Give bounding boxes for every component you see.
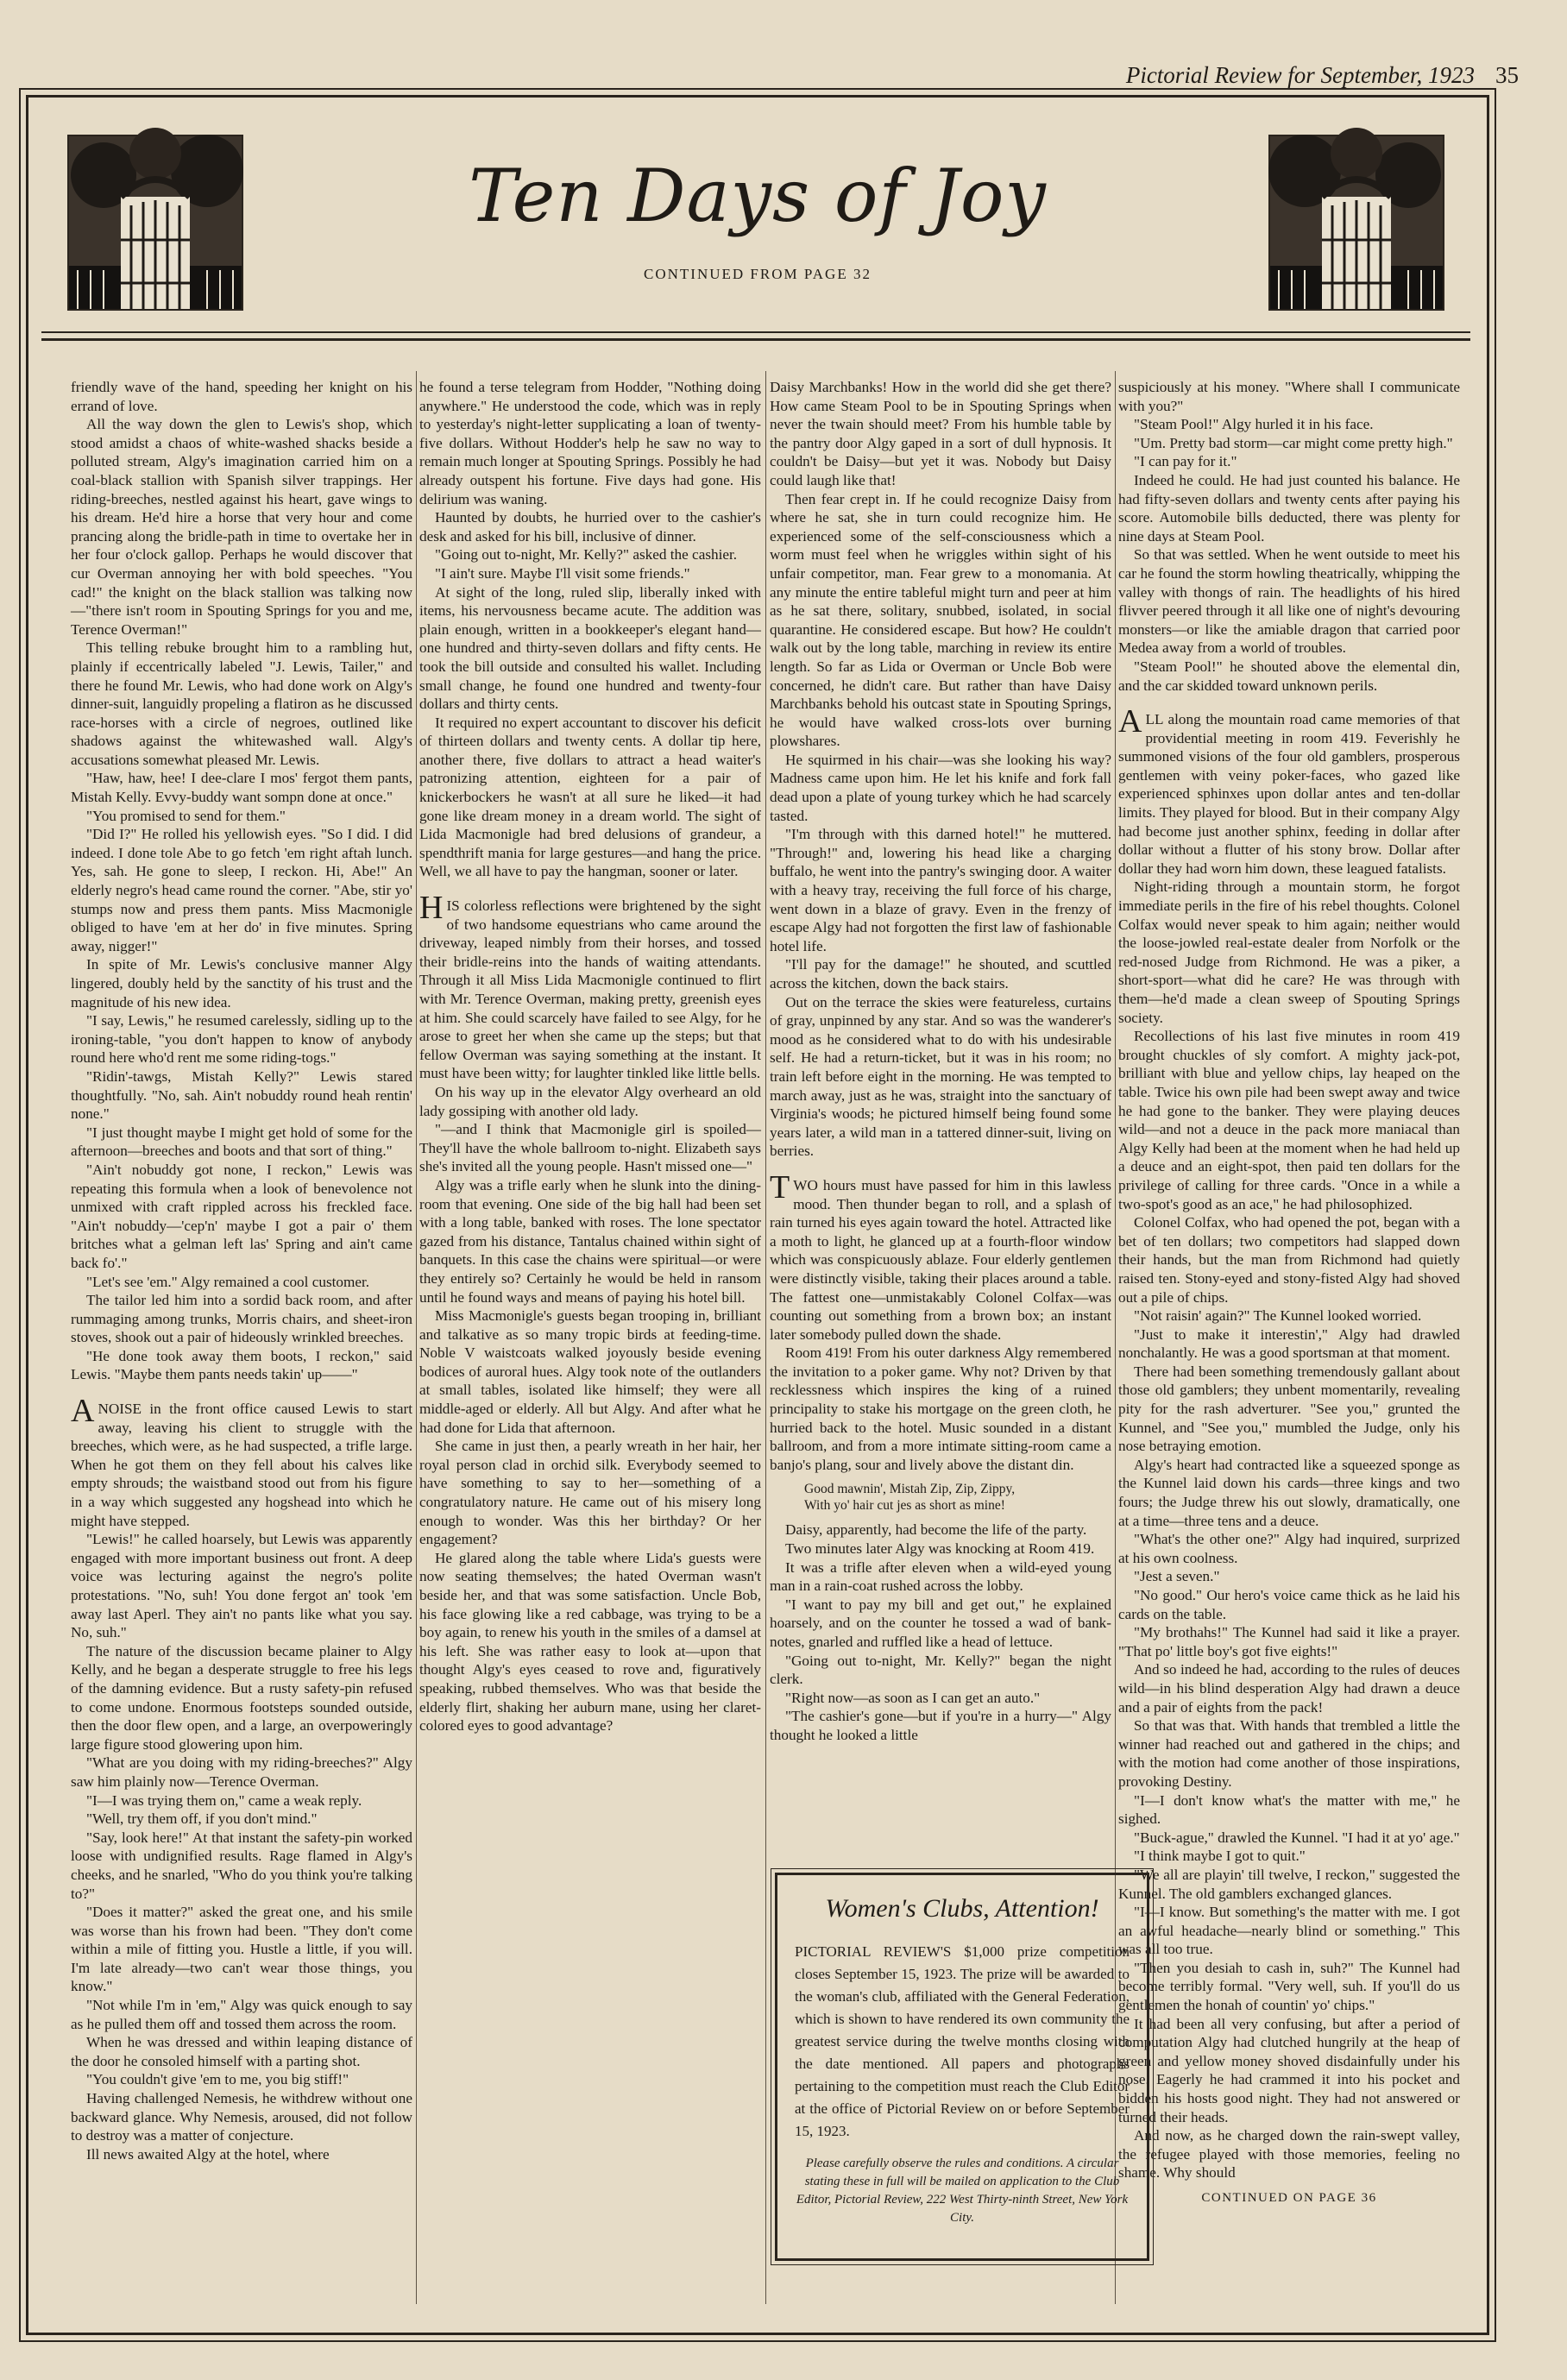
story-paragraph: He glared along the table where Lida's guests were now seating themselves; the hated Overman wasn't beside her, and that was some satisfaction. Uncle Bob, his face glowing like a red cabbage, was trying to be a boy again, to renew his youth in the smiles of a damsel at his left. She was rather easy to look at—upon that thought Algy's eyes ceased to rove and, figuratively speaking, rubbed themselves. Who was that beside the elderly flirt, shaking her auburn mane, using her claret-colored eyes to good advantage? (419, 1549, 761, 1735)
story-paragraph: She came in just then, a pearly wreath in her hair, her royal person clad in orchid silk. Everybody seemed to have something to say to her—something of a congratulatory nature. He came out of his misery long enough to wonder. Was this her birthday? Or her engagement? (419, 1438, 761, 1548)
story-paragraph: "Just to make it interestin'," Algy had drawled nonchalantly. He was a good sportsman at that moment. (1118, 1325, 1460, 1362)
story-paragraph: So that was that. With hands that trembled a little the winner had reached out and gathered in the chips; and with the motion had come another of those inspirations, provoking Destiny. (1118, 1717, 1460, 1790)
story-paragraph: "We all are playin' till twelve, I reckon," suggested the Kunnel. The old gamblers exchanged glances. (1118, 1866, 1460, 1902)
story-paragraph: "Does it matter?" asked the great one, and his smile was worse than his frown had been. "They don't come within a mile of fitting you. Hustle a little, if you will. I'm late already—two can't wear those things, you know." (71, 1904, 412, 1995)
story-paragraph: Daisy Marchbanks! How in the world did she get there? How came Steam Pool to be in Spouting Springs when never the twain should meet? From his humble table by the pantry door Algy gaped in a sort of dull hypnosis. It couldn't be Daisy—but yet it was. Nobody but Daisy could laugh like that! (770, 379, 1111, 488)
continued-from-label: CONTINUED FROM PAGE 32 (644, 266, 872, 282)
story-paragraph: "Lewis!" he called hoarsely, but Lewis was apparently engaged with more important business out front. A deep voice was lecturing against the negro's polite protestations. "No, suh! You done fergot an' took 'em away last Aperl. They ain't no pants like what you say. No, suh." (71, 1531, 412, 1641)
story-paragraph: "I just thought maybe I might get hold of some for the afternoon—breeches and boots and that sort of thing." (71, 1124, 412, 1160)
story-paragraph: Recollections of his last five minutes in room 419 brought chuckles of sly comfort. A mighty jack-pot, brilliant with blue and yellow chips, lay heaped on the table. Twice his own pile had been swept away and twice he had gone to the banker. They were playing deuces wild—and not a deuce in the pack more maniacal than Algy Kelly had been at the moment when he had held up a deuce and an eight-spot, then paid ten dollars for the privilege of calling for three cards. "Once in a while a two-spot's good as an ace," he had philosophized. (1118, 1028, 1460, 1212)
story-paragraph: And now, as he charged down the rain-swept valley, the refugee played with those memories, feeling no shame. Why should (1118, 2127, 1460, 2182)
story-paragraph: "Going out to-night, Mr. Kelly?" began the night clerk. (770, 1652, 1111, 1688)
story-paragraph: "Ain't nobuddy got none, I reckon," Lewis was repeating this formula when a look of benevolence not unmixed with craft rippled across his freckled face. "Ain't nobuddy—'cep'n' maybe I got a pair o' them britches what a gelman left las' Spring and ain't came back fo'." (71, 1161, 412, 1271)
story-paragraph: "Going out to-night, Mr. Kelly?" asked the cashier. (435, 546, 738, 564)
story-paragraph: "Let's see 'em." Algy remained a cool customer. (86, 1273, 370, 1290)
story-paragraph: Then fear crept in. If he could recognize Daisy from where he sat, she in turn could recognize him. He experienced some of the self-consciousness which a worm must feel when he wriggles within sight of his unfair competitor, man. Fear grew to a monomania. At any minute the entire tableful might turn and peer at him as he sat there, solitary, snubbed, isolated, in social quarantine. He considered escape. But how? He couldn't walk out by the long table, marching in review its entire length. So far as Lida or Overman or Uncle Bob were concerned, he didn't care. But rather than have Daisy Marchbanks behold his outcast state in Spouting Springs, he would have walked cross-lots over burning plowshares. (770, 490, 1111, 750)
text-column-1 (71, 378, 412, 2306)
story-paragraph: "What are you doing with my riding-breeches?" Algy saw him plainly now—Terence Overman. (71, 1754, 412, 1790)
story-paragraph: "Steam Pool!" he shouted above the elemental din, and the car skidded toward unknown perils. (1118, 658, 1460, 694)
story-paragraph: ALL along the mountain road came memories of that providential meeting in room 419. Feverishly he summoned visions of the four old gamblers, prosperous gentlemen with veiny poker-faces, who gazed like experienced sphinxes upon dollar antes and ten-dollar limits. They played for blood. But in their company Algy had become just another sphinx, feeding in dollar after dollar without a flutter of his stony brow. Dollar after dollar they had worn him down, these leagued fatalists. (1118, 703, 1460, 877)
story-paragraph: "You promised to send for them." (86, 807, 286, 824)
story-paragraph: When he was dressed and within leaping distance of the door he consoled himself with a parting shot. (71, 2034, 412, 2069)
notice-body: PICTORIAL REVIEW'S $1,000 prize competition closes September 15, 1923. The prize will be awarded to the woman's club, affiliated with the General Federation, which is shown to have rendered its own community the greatest service during the twelve months closing with the date mentioned. All papers and photographs pertaining to the competition must reach the Club Editor at the office of Pictorial Review on or before September 15, 1923. (795, 1943, 1130, 2139)
story-paragraph: "Did I?" He rolled his yellowish eyes. "So I did. I did indeed. I done tole Abe to go fetch 'em right aftah lunch. Yes, sah. He gone to sleep, I reckon. Hi, Abe!" An elderly negro's head came round the corner. "Abe, stir yo' stumps now and press them pants. Miss Macmonigle obliged to have 'em at her do' in five minutes. Spring away, nigger!" (71, 826, 412, 954)
running-title: Pictorial Review for September, 1923 (1125, 62, 1475, 88)
story-paragraph: Haunted by doubts, he hurried over to the cashier's desk and asked for his bill, inclusive of dinner. (419, 509, 761, 545)
story-paragraph: Night-riding through a mountain storm, he forgot immediate perils in the fire of his rebel thoughts. Colonel Colfax would never speak to him again; neither would the loose-jowled real-estate dealer from Norfolk or the red-nosed Judge from Richmond. He was a piker, a short-sport—what did he care? He was through with them—he'd made a clean sweep of Spouting Springs society. (1118, 878, 1460, 1026)
garden-gate-icon (1270, 136, 1443, 309)
story-paragraph: It had been all very confusing, but after a period of computation Algy had clutched hungrily at the heap of green and yellow money shoved disdainfully under his nose. Eagerly he had crammed it into his pocket and bidden his hosts good night. They had not answered or turned their heads. (1118, 2015, 1460, 2125)
story-paragraph: ANOISE in the front office caused Lewis to start away, leaving his client to struggle with the breeches, which were, as he had suspected, a trifle large. When he got them on they fell about his calves like empty shrouds; the waistband stood out from his figure in a way which suggested any hogshead into which he might have stepped. (71, 1393, 412, 1529)
story-paragraph: Room 419! From his outer darkness Algy remembered the invitation to a poker game. Why not? Driven by that recklessness which inspires the king of a ruined principality to stake his mortgage on the green cloth, he hurried back to the hotel. Music sounded in a distant ballroom, and from a more intimate sitting-room came a banjo's plang, sour and lively above the distant din. (770, 1344, 1111, 1473)
story-paragraph: Two minutes later Algy was knocking at Room 419. (785, 1540, 1095, 1558)
story-paragraph: Indeed he could. He had just counted his balance. He had fifty-seven dollars and twenty cents after paying his score. Automobile bills deducted, there was plenty for nine days at Steam Pool. (1118, 471, 1460, 545)
story-paragraph: So that was settled. When he went outside to meet his car he found the storm howling theatrically, whipping the valley with thongs of rain. The headlights of his hired flivver peered through it all like one of night's devouring monsters—or like the amiable dragon that carried poor Medea away from a world of troubles. (1118, 546, 1460, 657)
story-paragraph: Having challenged Nemesis, he withdrew without one backward glance. Why Nemesis, aroused, did not follow to destroy was a matter of conjecture. (71, 2090, 412, 2144)
column-rule (416, 371, 417, 2304)
garden-gate-illustration-right (1268, 135, 1444, 311)
story-paragraph: he found a terse telegram from Hodder, "Nothing doing anywhere." He understood the code, which was in reply to yesterday's night-letter supplicating a loan of twenty-five dollars. Without Hodder's help he saw no way to remain much longer at Spouting Springs. Possibly he had already outspent his fortune. Five days had gone. His delirium was waning. (419, 379, 761, 507)
story-paragraph: Algy was a trifle early when he slunk into the dining-room that evening. One side of the big hall had been set with a long table, banked with roses. The lone spectator gazed from his distance, Tantalus chained within sight of banquets. In this case the chains were spiritual—or were they entirely so? Certainly he would be held in ransom until he found ways and means of paying his hotel bill. (419, 1176, 761, 1306)
story-paragraph: It was a trifle after eleven when a wild-eyed young man in a rain-coat rushed across the lobby. (770, 1558, 1111, 1595)
story-paragraph: The tailor led him into a sordid back room, and after rummaging among trunks, Morris chairs, and sheet-iron stoves, shook out a pair of hideously wrinkled breeches. (71, 1292, 412, 1346)
story-paragraph: Colonel Colfax, who had opened the pot, began with a bet of ten dollars; two competitors had slapped down their hands, but the man from Richmond had quietly raised ten. Stony-eyed and stony-fisted Algy had shoved out a pile of chips. (1118, 1214, 1460, 1306)
page-number: 35 (1495, 62, 1519, 88)
story-paragraph: "Right now—as soon as I can get an auto." (785, 1689, 1041, 1706)
story-masthead (41, 112, 1470, 341)
story-paragraph: "No good." Our hero's voice came thick as he laid his cards on the table. (1118, 1587, 1460, 1622)
story-paragraph: "Jest a seven." (1134, 1568, 1220, 1585)
story-paragraph: "I say, Lewis," he resumed carelessly, sidling up to the ironing-table, "you don't happen to know of anybody round here who'd rent me some riding-togs." (71, 1012, 412, 1067)
column-rule (765, 371, 766, 2304)
story-paragraph: "Haw, haw, hee! I dee-clare I mos' fergot them pants, Mistah Kelly. Evvy-buddy want sompn done at once." (71, 770, 412, 806)
story-paragraph: friendly wave of the hand, speeding her knight on his errand of love. (71, 379, 412, 414)
story-paragraph: "Um. Pretty bad storm—car might come pretty high." (1134, 434, 1453, 451)
story-paragraph: "I'll pay for the damage!" he shouted, and scuttled across the kitchen, down the back stairs. (770, 956, 1111, 992)
story-paragraph: There had been something tremendously gallant about those old gamblers; they unbent momentarily, revealing pity for the rash adverturer. "See you," grunted the Kunnel, and "See you," mumbled the Judge, only his nose betraying emotion. (1118, 1363, 1460, 1455)
story-paragraph: "I think maybe I got to quit." (1134, 1848, 1306, 1865)
story-paragraph: "I ain't sure. Maybe I'll visit some friends." (435, 564, 690, 582)
running-header (984, 62, 1519, 89)
story-paragraph: Daisy, apparently, had become the life of the party. (785, 1521, 1087, 1539)
story-paragraph: "I can pay for it." (1134, 453, 1237, 470)
story-paragraph: He squirmed in his chair—was she looking his way? Madness came upon him. He let his knife and fork fall dead upon a plate of young turkey which he had scarcely tasted. (770, 751, 1111, 824)
story-paragraph: TWO hours must have passed for him in this lawless mood. Then thunder began to roll, and a splash of rain turned his eyes again toward the hotel. Attracted like a moth to light, he glanced up at a fourth-floor window which was conspicuously ablaze. Four elderly gentlemen were distinctly visible, taking their places around a table. The fattest one—unmistakably Colonel Colfax—was counting out something from a brown box; an instant later somebody pulled down the shade. (770, 1168, 1111, 1343)
notice-footnote: Please carefully observe the rules and conditions. A circular stating these in full will be mailed on application to the Club Editor, Pictorial Review, 222 West Thirty-ninth Street, New York City. (796, 2156, 1129, 2225)
text-column-4 (1118, 378, 1460, 2306)
story-paragraph: All the way down the glen to Lewis's shop, which stood amidst a chaos of white-washed shacks beside a polluted stream, Algy's imagination carried him on a coal-black stallion with Spanish silver trappings. Her riding-breeches, nestled against his heart, gave wings to his dream. He'd hire a horse that very hour and come prancing along the bridle-path in time to overtake her in her four o'clock gallop. Perhaps he would discover that cur Overman annoying her with bold speeches. "You cad!" the knight on the black stallion was talking now—"there isn't room in Spouting Springs for you and me, Terence Overman!" (71, 416, 412, 638)
song-verse: Good mawnin', Mistah Zip, Zip, Zippy, With yo' hair cut jes as short as mine! (804, 1482, 1016, 1514)
text-column-2 (419, 378, 761, 2306)
story-paragraph: Miss Macmonigle's guests began trooping in, brilliant and talkative as so many tropic birds at feeding-time. Noble V waistcoats walked joyously beside evening bodices of auroral hues. Algy took note of the outlanders at small tables, isolated like himself; they were all middle-aged or elderly. All but Algy. And after what he had done for Lida that afternoon. (419, 1307, 761, 1436)
story-paragraph: "Steam Pool!" Algy hurled it in his face. (1134, 416, 1374, 433)
story-paragraph: On his way up in the elevator Algy overheard an old lady gossiping with another old lady. (419, 1083, 761, 1119)
story-paragraph: In spite of Mr. Lewis's conclusive manner Algy lingered, doubly held by the sanctity of his trust and the magnitude of his new idea. (71, 956, 412, 1011)
section-break (419, 881, 761, 897)
garden-gate-icon (69, 136, 242, 309)
story-paragraph: "I want to pay my bill and get out," he explained hoarsely, and on the counter he tossed a wad of bank-notes, gnarled and ruffled like a head of lettuce. (770, 1596, 1111, 1650)
notice-title: Women's Clubs, Attention! (825, 1894, 1099, 1923)
womens-clubs-notice (775, 1873, 1149, 2261)
story-paragraph: At sight of the long, ruled slip, liberally inked with items, his nervousness became acute. The addition was plain enough, written in a bookkeeper's elegant hand—one hundred and thirty-seven dollars and fifty cents. He took the bill outside and consulted his wallet. Including small change, he found one hundred and twenty-four dollars and thirty cents. (419, 583, 761, 713)
story-paragraph: "Not while I'm in 'em," Algy was quick enough to say as he pulled them off and tossed them across the room. (71, 1997, 412, 2032)
story-paragraph: "—and I think that Macmonigle girl is spoiled— They'll have the whole ballroom to-night. Elizabeth says she's invited all the young people. Hasn't missed one—" (419, 1121, 761, 1175)
story-paragraph: Out on the terrace the skies were featureless, curtains of gray, unpinned by any star. And so was the wanderer's mood as he considered what to do with his undesirable self. He had a return-ticket, but it was in his room; no train left before eight in the morning. He was tempted to march away, just as he was, straight into the sanctuary of Virginia's woods; he pictured himself being found some years later, a wild man in a tattered dinner-suit, living on berries. (770, 993, 1111, 1160)
story-paragraph: "I—I know. But something's the matter with me. I got an awful headache—nearly blind or something." This was all too true. (1118, 1904, 1460, 1958)
garden-gate-illustration-left (67, 135, 243, 311)
masthead-rule (41, 331, 1470, 333)
story-paragraph: "Then you desiah to cash in, suh?" The Kunnel had become terribly formal. "Very well, suh. If you'll do us gentlemen the honah of countin' yo' chips." (1118, 1959, 1460, 2014)
story-paragraph: "Well, try them off, if you don't mind." (86, 1810, 318, 1828)
continued-on-label: CONTINUED ON PAGE 36 (1201, 2191, 1377, 2205)
story-paragraph: "Buck-ague," drawled the Kunnel. "I had it at yo' age." (1134, 1829, 1460, 1846)
story-paragraph: "Ridin'-tawgs, Mistah Kelly?" Lewis stared thoughtfully. "No, sah. Ain't nobuddy round heah rentin' none." (71, 1067, 412, 1123)
story-paragraph: HIS colorless reflections were brightened by the sight of two handsome equestrians who came around the driveway, leaped nimbly from their horses, and tossed their bridle-reins into the hands of waiting attendants. Through it all Miss Lida Macmonigle continued to flirt with Mr. Terence Overman, making pretty, greenish eyes at him. She could scarcely have failed to see Algy, for he arose to greet her when she came up the steps; but that fellow Overman was saying something at the instant. It must have been witty; for laughter tinkled like little bells. (419, 890, 761, 1082)
story-title: Ten Days of Joy (469, 154, 1047, 238)
story-paragraph: And so indeed he had, according to the rules of deuces wild—in his blind desperation Algy had drawn a deuce and a pair of eights from the pack! (1118, 1661, 1460, 1716)
story-paragraph: Ill news awaited Algy at the hotel, where (86, 2145, 330, 2163)
section-break (71, 1384, 412, 1400)
story-paragraph: "Say, look here!" At that instant the safety-pin worked loose with undignified results. Rage flamed in Algy's cheeks, and he snarled, "Who do you think you're talking to?" (71, 1829, 412, 1902)
story-paragraph: "My brothahs!" The Kunnel had said it like a prayer. "That po' little boy's got five eights!" (1118, 1624, 1460, 1659)
story-paragraph: This telling rebuke brought him to a rambling hut, plainly if eccentrically labeled "J. Lewis, Tailer," and there he found Mr. Lewis, who had done work on Algy's dinner-suit, languidly propeling a flatiron as he discussed race-horses with a circle of negroes, outlined like shadows against the whitewashed wall. Algy's accusations somewhat pleased Mr. Lewis. (71, 639, 412, 768)
text-column-3 (770, 378, 1111, 1743)
section-break (1118, 695, 1460, 710)
section-break (770, 1161, 1111, 1176)
story-paragraph: "The cashier's gone—but if you're in a hurry—" Algy thought he looked a little (770, 1708, 1111, 1743)
story-paragraph: "I—I was trying them on," came a weak reply. (86, 1791, 362, 1809)
story-paragraph: Algy's heart had contracted like a squeezed sponge as the Kunnel laid down his cards—three kings and two fours; the Judge threw his out slowly, dramatically, one at a time—three tens and a deuce. (1118, 1456, 1460, 1529)
story-paragraph: The nature of the discussion became plainer to Algy Kelly, and he began a desperate struggle to free his legs of the damning evidence. But a rusty safety-pin refused to come undone. Enormous footsteps sounded outside, then the door flew open, and a large, an overpoweringly large figure stood glowering upon him. (71, 1642, 412, 1753)
story-paragraph: "He done took away them boots, I reckon," said Lewis. "Maybe them pants needs takin' up——" (71, 1347, 412, 1383)
story-paragraph: "I'm through with this darned hotel!" he muttered. "Through!" and, lowering his head like a charging buffalo, he went into the pantry's swinging door. A waiter with a heavy tray, receiving the full force of his charge, went down in a blaze of gravy. Even in the frenzy of escape Algy had not forgotten the first law of fashionable hotel life. (770, 826, 1111, 954)
story-paragraph: It required no expert accountant to discover his deficit of thirteen dollars and twenty cents. A dollar tip here, another there, five dollars to attract a head waiter's patronizing attention, eighteen for a pair of knickerbockers he wasn't at all sure he liked—it had gone like dream money in a dream world. The sight of Lida Macmonigle had bred delusions of grandeur, a spendthrift mania for large gestures—and hang the price. Well, we all have to pay the hangman, sooner or later. (419, 714, 761, 880)
story-paragraph: "You couldn't give 'em to me, you big stiff!" (86, 2071, 349, 2088)
story-paragraph: "Not raisin' again?" The Kunnel looked worried. (1134, 1307, 1422, 1325)
story-paragraph: "I—I don't know what's the matter with me," he sighed. (1118, 1791, 1460, 1828)
story-paragraph: "What's the other one?" Algy had inquired, surprized at his own coolness. (1118, 1531, 1460, 1566)
story-paragraph: suspiciously at his money. "Where shall I communicate with you?" (1118, 379, 1460, 414)
